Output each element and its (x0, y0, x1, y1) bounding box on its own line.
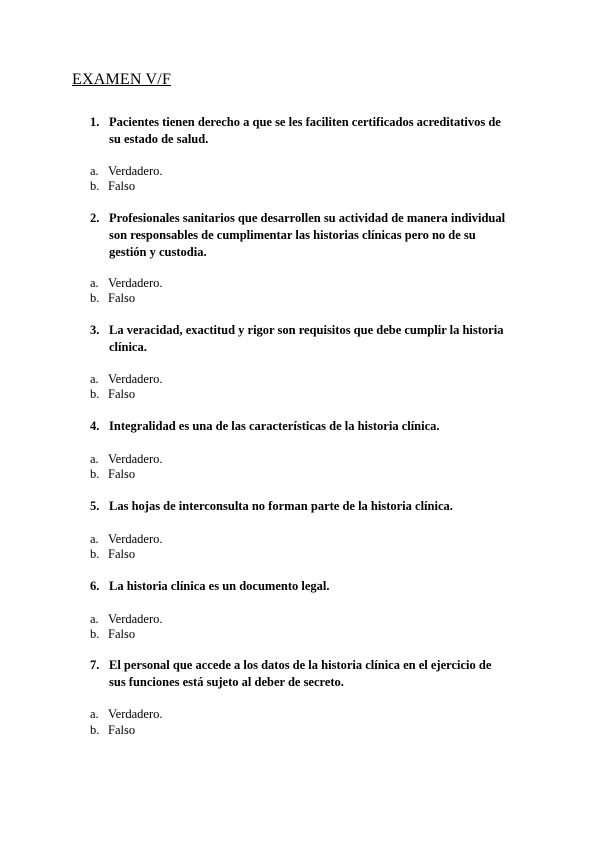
option-3b[interactable] (90, 386, 135, 402)
option-text: Verdadero. (108, 164, 163, 178)
question-number: 6. (90, 579, 100, 593)
option-letter: a. (90, 532, 99, 546)
option-letter: b. (90, 179, 100, 193)
question-number: 4. (90, 419, 100, 433)
option-text: Falso (108, 467, 136, 481)
option-letter: a. (90, 707, 99, 721)
option-letter: a. (90, 276, 99, 290)
question-text: Las hojas de interconsulta no forman parte de la historia clínica. (109, 499, 453, 513)
option-4a[interactable] (90, 451, 163, 467)
option-text: Verdadero. (108, 276, 163, 290)
question-text: La historia clínica es un documento legal. (109, 579, 330, 593)
option-text: Falso (108, 291, 136, 305)
option-letter: b. (90, 723, 100, 737)
question-7 (90, 657, 510, 691)
option-1a[interactable] (90, 163, 163, 179)
option-letter: a. (90, 612, 99, 626)
question-6 (90, 578, 510, 595)
option-text: Falso (108, 179, 136, 193)
option-7b[interactable] (90, 722, 135, 738)
question-number: 1. (90, 115, 100, 129)
option-letter: b. (90, 387, 100, 401)
option-text: Falso (108, 547, 136, 561)
option-3a[interactable] (90, 371, 163, 387)
option-text: Verdadero. (108, 612, 163, 626)
question-3 (90, 322, 510, 356)
option-letter: a. (90, 372, 99, 386)
option-text: Verdadero. (108, 452, 163, 466)
option-6a[interactable] (90, 611, 163, 627)
option-text: Verdadero. (108, 372, 163, 386)
option-letter: b. (90, 627, 100, 641)
option-2b[interactable] (90, 290, 135, 306)
question-5 (90, 498, 510, 515)
option-letter: a. (90, 164, 99, 178)
question-number: 5. (90, 499, 100, 513)
question-number: 2. (90, 211, 100, 225)
option-5b[interactable] (90, 546, 135, 562)
option-text: Verdadero. (108, 707, 163, 721)
question-text: Integralidad es una de las características de la historia clínica. (109, 419, 440, 433)
option-1b[interactable] (90, 178, 135, 194)
question-2 (90, 210, 510, 261)
option-letter: b. (90, 291, 100, 305)
question-text: La veracidad, exactitud y rigor son requisitos que debe cumplir la historia clínica. (109, 323, 504, 354)
option-letter: b. (90, 547, 100, 561)
option-text: Falso (108, 387, 136, 401)
question-text: Profesionales sanitarios que desarrollen su actividad de manera individual son responsables de cumplimentar las historias clínicas pero no de su gestión y custodia. (109, 211, 506, 259)
option-5a[interactable] (90, 531, 163, 547)
question-number: 3. (90, 323, 100, 337)
exam-title: EXAMEN V/F (72, 71, 172, 88)
option-4b[interactable] (90, 466, 135, 482)
option-text: Verdadero. (108, 532, 163, 546)
option-letter: b. (90, 467, 100, 481)
option-text: Falso (108, 723, 136, 737)
question-text: Pacientes tienen derecho a que se les faciliten certificados acreditativos de su estado de salud. (109, 115, 501, 146)
question-4 (90, 418, 510, 435)
option-7a[interactable] (90, 706, 163, 722)
question-1 (90, 114, 510, 148)
question-text: El personal que accede a los datos de la historia clínica en el ejercicio de sus funciones está sujeto al deber de secreto. (109, 658, 492, 689)
option-text: Falso (108, 627, 136, 641)
option-letter: a. (90, 452, 99, 466)
option-6b[interactable] (90, 626, 135, 642)
question-number: 7. (90, 658, 100, 672)
option-2a[interactable] (90, 275, 163, 291)
